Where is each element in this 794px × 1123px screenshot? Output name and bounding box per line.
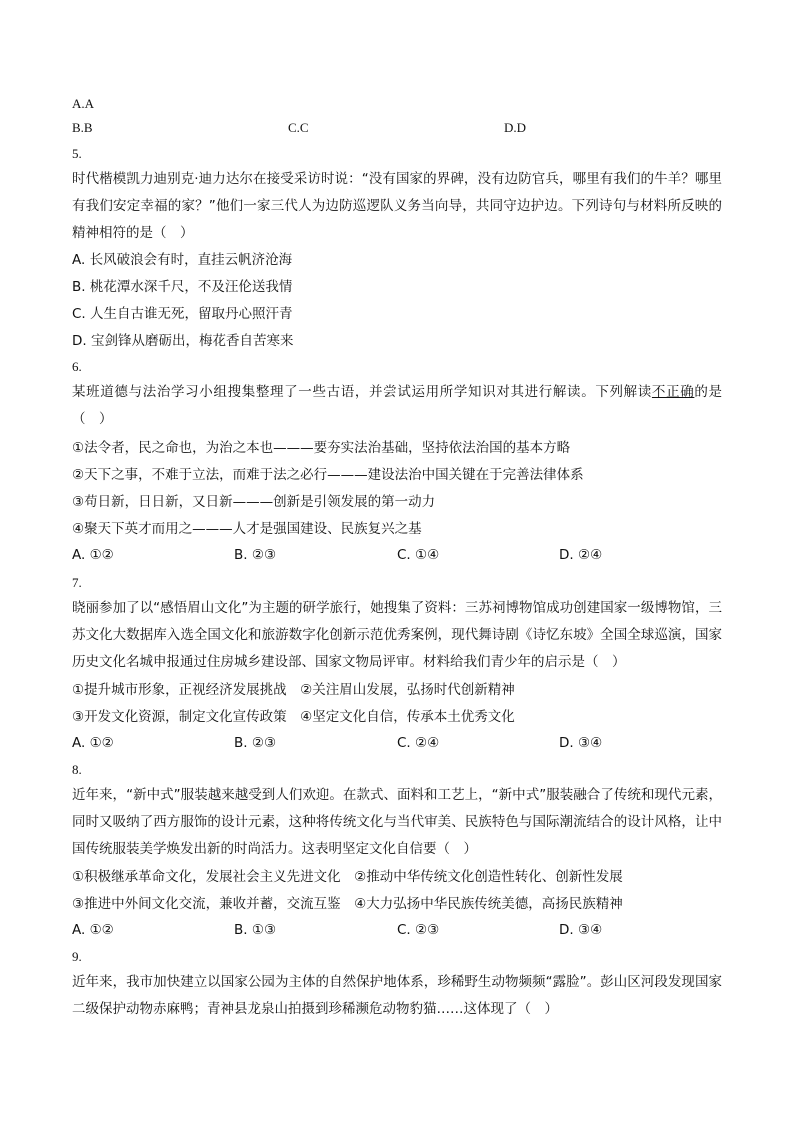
q9-stem: 近年来，我市加快建立以国家公园为主体的自然保护地体系，珍稀野生动物频频“露脸”。彭山区河段发现国家二级保护动物赤麻鸭；青神县龙泉山拍摄到珍稀濒危动物豹猫……这体现了（ ） xyxy=(72,974,722,1017)
q5-number: 5. xyxy=(72,146,82,161)
prev-option-a: A.A xyxy=(72,96,95,111)
q6-item-3: ③苟日新，日日新，又日新———创新是引领发展的第一动力 xyxy=(72,494,436,510)
q6-choices xyxy=(72,547,722,565)
prev-option-b: B.B xyxy=(72,120,93,135)
q7-choice-d: D. ③④ xyxy=(559,735,603,751)
q6-stem-after: 的是（ ） xyxy=(72,384,723,427)
q6-choice-d: D. ②④ xyxy=(559,547,603,563)
q8-choice-d: D. ③④ xyxy=(559,922,603,938)
q6-stem xyxy=(72,379,722,433)
prev-option-d: D.D xyxy=(504,120,527,135)
q5-option-d: D. 宝剑锋从磨砺出，梅花香自苦寒来 xyxy=(72,333,294,349)
q8-choice-a: A. ①② xyxy=(72,922,114,938)
q5-option-a: A. 长风破浪会有时，直挂云帆济沧海 xyxy=(72,252,293,268)
q7-choice-b: B. ②③ xyxy=(234,735,277,751)
prev-option-c: C.C xyxy=(288,120,309,135)
q6-stem-underline: 不正确 xyxy=(651,384,695,400)
q7-item-row-2: ③开发文化资源，制定文化宣传政策 ④坚定文化自信，传承本土优秀文化 xyxy=(72,709,515,725)
q7-item-row-1: ①提升城市形象，正视经济发展挑战 ②关注眉山发展，弘扬时代创新精神 xyxy=(72,682,515,698)
q8-choice-b: B. ①③ xyxy=(234,922,277,938)
q5-option-b: B. 桃花潭水深千尺，不及汪伦送我情 xyxy=(72,279,293,295)
q6-choice-b: B. ②③ xyxy=(234,547,277,563)
q5-option-c: C. 人生自古谁无死，留取丹心照汗青 xyxy=(72,306,293,322)
q7-choice-a: A. ①② xyxy=(72,735,114,751)
q6-item-4: ④聚天下英才而用之———人才是强国建设、民族复兴之基 xyxy=(72,521,422,537)
q8-number: 8. xyxy=(72,762,82,777)
q9-number: 9. xyxy=(72,949,82,964)
q8-item-row-2: ③推进中外间文化交流，兼收并蓄，交流互鉴 ④大力弘扬中华民族传统美德，高扬民族精神 xyxy=(72,896,623,912)
q7-choices xyxy=(72,735,722,753)
q7-number: 7. xyxy=(72,575,82,590)
q6-number: 6. xyxy=(72,359,82,374)
q6-choice-a: A. ①② xyxy=(72,547,114,563)
q7-stem: 晓丽参加了以“感悟眉山文化”为主题的研学旅行，她搜集了资料：三苏祠博物馆成功创建国家一级博物馆，三苏文化大数据库入选全国文化和旅游数字化创新示范优秀案例，现代舞诗剧《诗忆东坡》全国全球巡演，国家历史文化名城申报通过住房城乡建设部、国家文物局评审。材料给我们青少年的启示是（ ） xyxy=(72,600,722,670)
q6-item-2: ②天下之事，不难于立法，而难于法之必行———建设法治中国关键在于完善法律体系 xyxy=(72,467,584,483)
prev-options-row xyxy=(72,120,722,138)
q8-choices xyxy=(72,922,722,940)
q7-choice-c: C. ②④ xyxy=(397,735,440,751)
q8-choice-c: C. ②③ xyxy=(397,922,440,938)
q6-item-1: ①法令者，民之命也，为治之本也———要夯实法治基础，坚持依法治国的基本方略 xyxy=(72,440,571,456)
q5-stem: 时代楷模凯力迪别克·迪力达尔在接受采访时说：“没有国家的界碑，没有边防官兵，哪里有我们的牛羊？哪里有我们安定幸福的家？”他们一家三代人为边防巡逻队义务当向导，共同守边护边。下列诗句与材料所反映的精神相符的是（ ） xyxy=(72,171,722,241)
q6-stem-before: 某班道德与法治学习小组搜集整理了一些古语，并尝试运用所学知识对其进行解读。下列解读 xyxy=(72,384,652,400)
q8-stem: 近年来，“新中式”服装越来越受到人们欢迎。在款式、面料和工艺上，“新中式”服装融合了传统和现代元素，同时又吸纳了西方服饰的设计元素，这种将传统文化与当代审美、民族特色与国际潮流结合的设计风格，让中国传统服装美学焕发出新的时尚活力。这表明坚定文化自信要（ ） xyxy=(72,787,722,857)
q6-choice-c: C. ①④ xyxy=(397,547,440,563)
q8-item-row-1: ①积极继承革命文化，发展社会主义先进文化 ②推动中华传统文化创造性转化、创新性发展 xyxy=(72,869,623,885)
